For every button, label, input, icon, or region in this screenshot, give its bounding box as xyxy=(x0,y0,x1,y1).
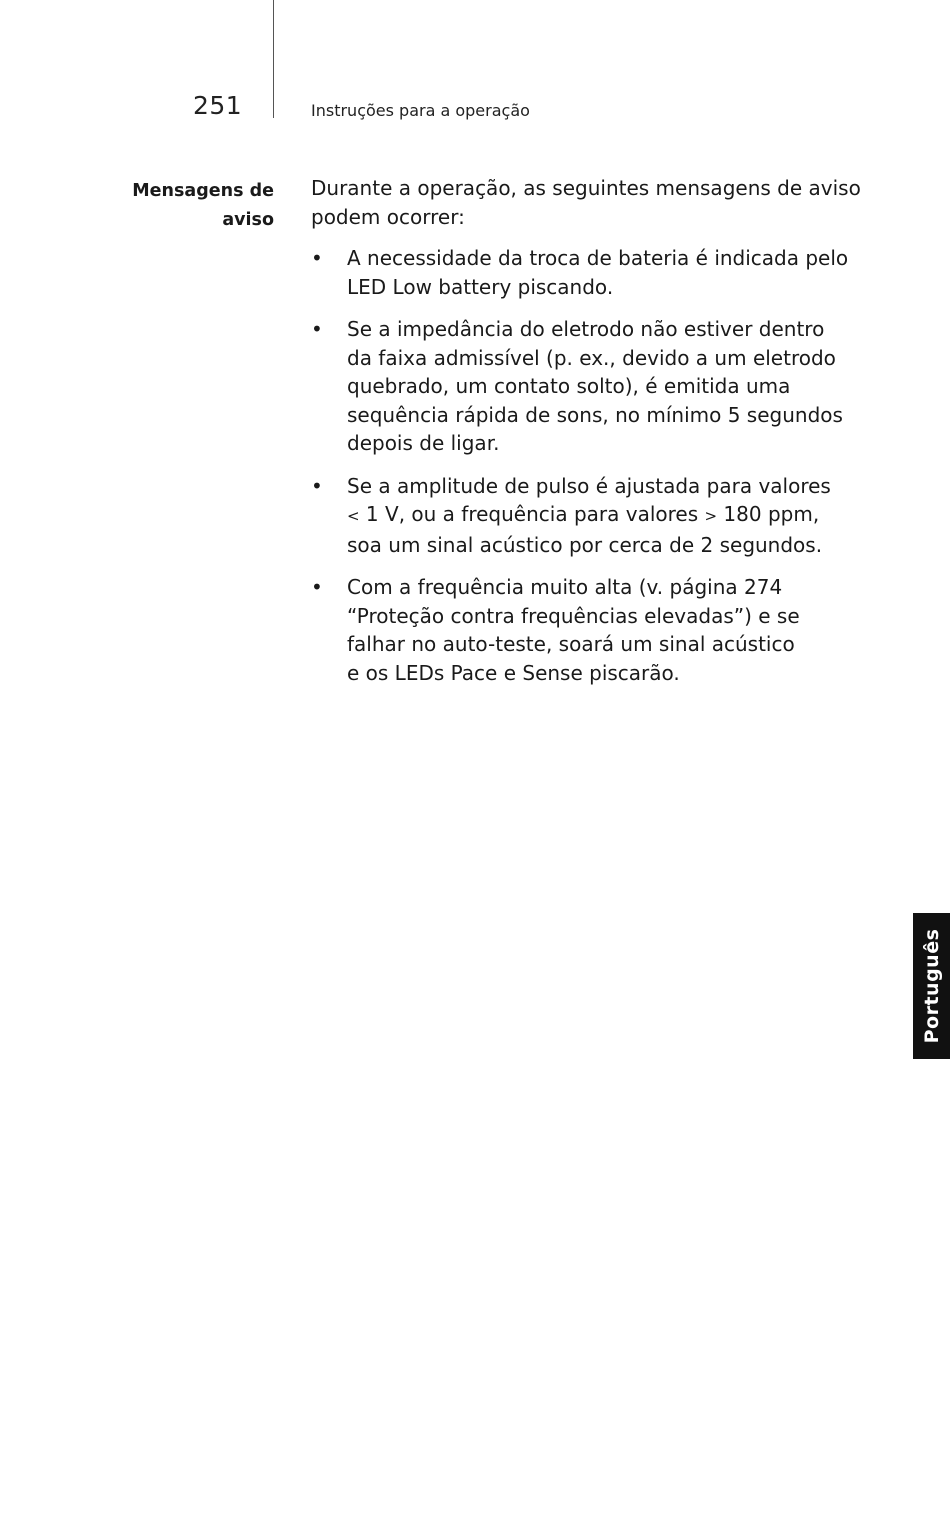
item-line: LED Low battery piscando. xyxy=(347,274,614,299)
list-item xyxy=(311,472,857,560)
section-body xyxy=(311,174,871,701)
item-line: quebrado, um contato solto), é emitida uma xyxy=(347,374,791,398)
language-tab xyxy=(913,913,950,1059)
less-than-symbol: < xyxy=(347,507,360,525)
item-line: Se a impedância do eletrodo não estiver dentro xyxy=(347,317,825,341)
list-item xyxy=(311,315,857,458)
header-divider xyxy=(273,0,274,118)
intro-line: Durante a operação, as seguintes mensagens de aviso xyxy=(311,176,861,200)
page-number: 251 xyxy=(193,91,243,120)
language-tab-label: Português xyxy=(920,928,943,1044)
section-heading-line: Mensagens de xyxy=(132,181,274,201)
item-text: 180 ppm, xyxy=(717,502,820,526)
item-line: e os LEDs Pace e Sense piscarão. xyxy=(347,660,680,685)
item-text: 1 V, ou a frequência para valores xyxy=(359,502,705,526)
intro-line: podem ocorrer: xyxy=(311,204,465,229)
item-line: depois de ligar. xyxy=(347,431,500,455)
item-line: da faixa admissível (p. ex., devido a um eletrodo xyxy=(347,345,836,370)
bullet-icon: • xyxy=(311,575,323,599)
item-line xyxy=(347,500,857,531)
warning-list xyxy=(311,244,871,687)
item-line: sequência rápida de sons, no mínimo 5 segundos xyxy=(347,402,843,427)
bullet-icon: • xyxy=(311,317,323,341)
item-line: “Proteção contra frequências elevadas”) e se xyxy=(347,603,800,628)
item-line: falhar no auto-teste, soará um sinal acústico xyxy=(347,632,795,656)
bullet-icon: • xyxy=(311,246,323,270)
bullet-icon: • xyxy=(311,473,323,498)
running-header: Instruções para a operação xyxy=(311,101,530,120)
item-line: A necessidade da troca de bateria é indicada pelo xyxy=(347,246,849,270)
intro-paragraph xyxy=(311,174,871,231)
item-line: Se a amplitude de pulso é ajustada para valores xyxy=(347,473,831,498)
list-item xyxy=(311,244,857,301)
section-heading xyxy=(120,177,274,234)
section-heading-line: aviso xyxy=(222,209,274,230)
item-line: soa um sinal acústico por cerca de 2 segundos. xyxy=(347,532,823,557)
list-item xyxy=(311,573,857,687)
item-line: Com a frequência muito alta (v. página 274 xyxy=(347,575,783,599)
greater-than-symbol: > xyxy=(704,507,718,525)
